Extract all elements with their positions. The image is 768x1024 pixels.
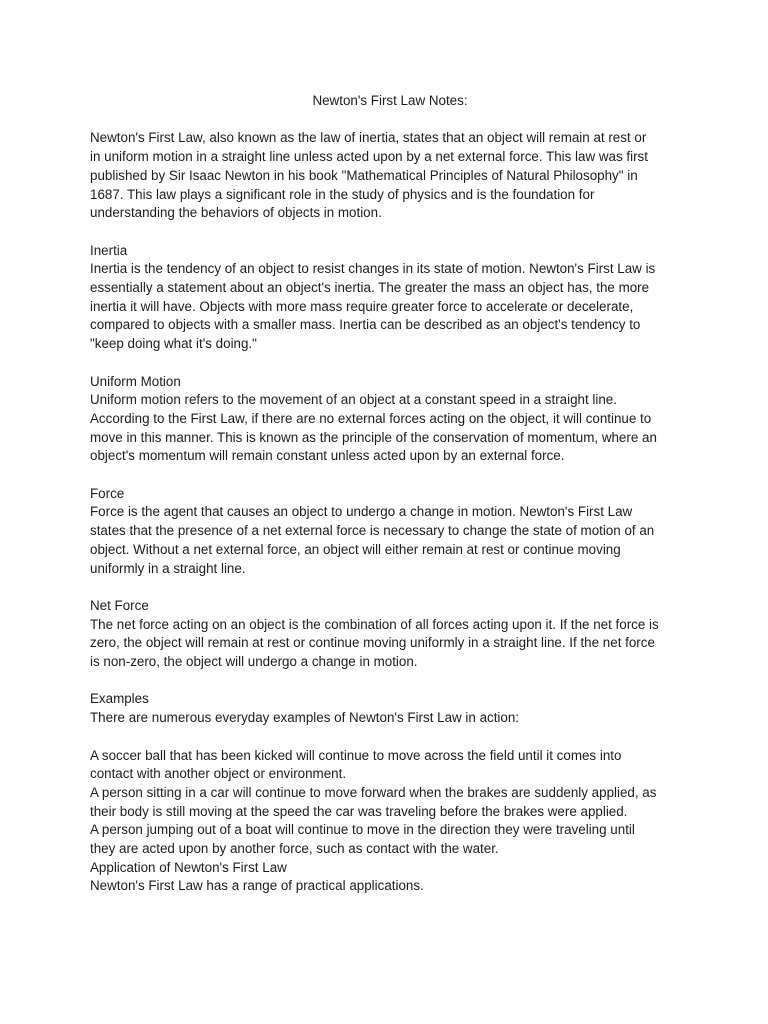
section-force: [90, 485, 690, 579]
document-title: Newton's First Law Notes:: [312, 93, 468, 108]
document-body: [90, 92, 690, 896]
section-paragraph: The net force acting on an object is the combination of all forces acting upon it. If the net force is zero, the object will remain at rest or continue moving uniformly in a straight line. If the net force is non-zero, the object will undergo a change in motion.: [90, 616, 659, 670]
section-paragraph: Force is the agent that causes an object to undergo a change in motion. Newton's First Law states that the presence of a net external force is necessary to change the state of motion of an object. Without a net external force, an object will either remain at rest or continue moving uniformly in a straight line.: [90, 504, 655, 576]
section-application: [90, 859, 690, 896]
section-heading: Net Force: [90, 597, 149, 613]
example-item: A person sitting in a car will continue to move forward when the brakes are suddenly applied, as their body is still moving at the speed the car was traveling before the brakes were applied.: [90, 784, 657, 819]
examples-heading: Examples: [90, 691, 149, 707]
section-paragraph: Inertia is the tendency of an object to resist changes in its state of motion. Newton's First Law is essentially a statement about an object's inertia. The greater the mass an object has, the more inertia it will have. Objects with more mass require greater force to accelerate or decelerate, compared to objects with a smaller mass. Inertia can be described as an object's tendency to "keep doing what it's doing.": [90, 261, 656, 352]
section-paragraph: Uniform motion refers to the movement of an object at a constant speed in a straight line. According to the First Law, if there are no external forces acting on the object, it will continue to move in this manner. This is known as the principle of the conservation of momentum, where an object's momentum will remain constant unless acted upon by an external force.: [90, 392, 657, 464]
application-paragraph: Newton's First Law has a range of practical applications.: [90, 878, 424, 894]
section-heading: Uniform Motion: [90, 373, 181, 389]
example-item: A person jumping out of a boat will continue to move in the direction they were traveling until they are acted upon by another force, such as contact with the water.: [90, 822, 635, 857]
examples-intro: There are numerous everyday examples of Newton's First Law in action:: [90, 710, 520, 726]
section-inertia: [90, 242, 690, 354]
section-heading: Inertia: [90, 242, 128, 258]
intro-paragraph: Newton's First Law, also known as the law of inertia, states that an object will remain at rest or in uniform motion in a straight line unless acted upon by a net external force. This law was first published by Sir Isaac Newton in his book "Mathematical Principles of Natural Philosophy" in 1687. This law plays a significant role in the study of physics and is the foundation for understanding the behaviors of objects in motion.: [90, 130, 648, 221]
section-examples: [90, 690, 690, 858]
example-item: A soccer ball that has been kicked will continue to move across the field until it comes into contact with another object or environment.: [90, 747, 622, 782]
section-uniform-motion: [90, 373, 690, 467]
application-heading: Application of Newton's First Law: [90, 859, 287, 875]
section-net-force: [90, 597, 690, 672]
section-heading: Force: [90, 485, 125, 501]
